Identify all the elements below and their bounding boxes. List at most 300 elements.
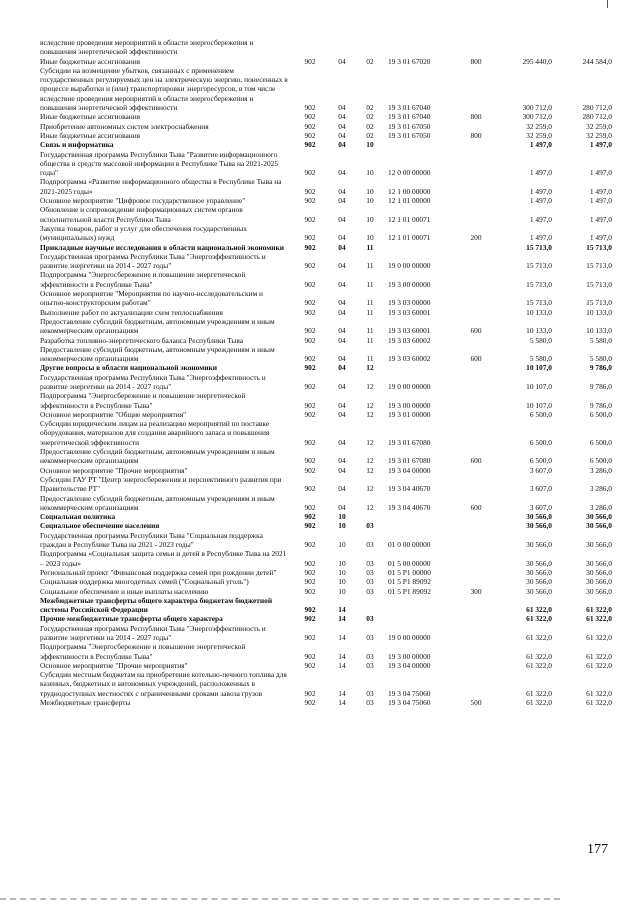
row-amount-2024: 3 286,0 — [589, 484, 612, 494]
row-ministry-code: 902 — [304, 614, 316, 624]
row-subsection-code: 10 — [366, 214, 374, 224]
row-ministry-code: 902 — [304, 307, 316, 317]
row-subsection-code: 11 — [366, 307, 374, 317]
row-amount-2024: 61 322,0 — [586, 688, 612, 698]
row-amount-2024: 9 786,0 — [589, 400, 612, 410]
row-description: Предоставление субсидий бюджетным, автономным учреждениям и иным некоммерческим организациям — [40, 493, 275, 512]
row-target-article: 19 3 01 67050 — [388, 130, 431, 140]
row-amount-2023: 15 713,0 — [526, 242, 552, 252]
row-section-code: 14 — [338, 605, 346, 615]
row-ministry-code: 902 — [304, 363, 316, 373]
row-amount-2024: 30 566,0 — [586, 512, 612, 522]
row-description: вследствие проведения мероприятий в области энергосбережения и повышения энергетической эффективности — [40, 38, 254, 57]
table-row — [40, 391, 612, 410]
row-expense-type: 600 — [470, 456, 482, 466]
table-row — [40, 112, 612, 121]
row-section-code: 14 — [338, 698, 346, 708]
table-row — [40, 373, 612, 392]
row-description: Приобретение автономных систем электроснабжения — [40, 121, 209, 131]
row-amount-2024: 9 786,0 — [589, 363, 612, 373]
row-amount-2023: 295 440,0 — [522, 56, 552, 66]
row-section-code: 04 — [338, 214, 346, 224]
row-target-article — [384, 521, 460, 530]
row-expense-type — [460, 363, 492, 372]
row-section-code: 10 — [338, 540, 346, 550]
row-expense-type — [460, 531, 492, 550]
row-subsection-code: 11 — [366, 335, 374, 345]
row-amount-2024: 30 566,0 — [586, 586, 612, 596]
row-subsection-code: 11 — [366, 354, 374, 364]
row-amount-2024: 280 712,0 — [582, 103, 612, 113]
row-amount-2023: 1 497,0 — [529, 214, 552, 224]
row-amount-2024: 15 713,0 — [586, 261, 612, 271]
row-description: Региональный проект "Финансовая поддержка семей при рождении детей" — [40, 567, 277, 577]
row-target-article: 12 1 01 00000 — [388, 196, 431, 206]
row-description: Предоставление субсидий бюджетным, автономным учреждениям и иным некоммерческим организациям — [40, 447, 275, 466]
row-target-article: 19 3 01 67020 — [388, 56, 431, 66]
row-subsection-code: 12 — [366, 502, 374, 512]
row-ministry-code: 902 — [304, 168, 316, 178]
row-target-article: 19 3 03 60001 — [388, 326, 431, 336]
row-amount-2024: 5 580,0 — [589, 354, 612, 364]
row-amount-2024: 61 322,0 — [586, 698, 612, 708]
row-ministry-code: 902 — [304, 465, 316, 475]
row-subsection-code: 10 — [366, 186, 374, 196]
row-expense-type — [460, 512, 492, 521]
row-amount-2024: 1 497,0 — [589, 168, 612, 178]
row-amount-2024: 32 259,0 — [586, 121, 612, 131]
row-ministry-code: 902 — [304, 409, 316, 419]
table-row — [40, 289, 612, 308]
row-amount-2024: 3 286,0 — [589, 502, 612, 512]
row-target-article: 19 3 00 00000 — [388, 279, 431, 289]
row-subsection-code: 10 — [366, 233, 374, 243]
row-amount-2023: 15 713,0 — [526, 279, 552, 289]
table-row — [40, 596, 612, 615]
row-amount-2024: 280 712,0 — [582, 112, 612, 122]
table-row — [40, 345, 612, 364]
row-section-code: 14 — [338, 614, 346, 624]
row-expense-type — [460, 410, 492, 419]
table-row — [40, 531, 612, 550]
scan-corner-mark — [607, 0, 608, 8]
row-expense-type — [460, 122, 492, 131]
row-amount-2024: 15 713,0 — [586, 298, 612, 308]
row-amount-2023: 61 322,0 — [526, 660, 552, 670]
row-subsection-code: 12 — [366, 381, 374, 391]
row-description: Предоставление субсидий бюджетным, автономным учреждениям и иным некоммерческим организациям — [40, 344, 275, 364]
row-target-article: 01 0 00 00000 — [388, 540, 431, 550]
row-amount-2024: 244 584,0 — [582, 56, 612, 66]
table-row — [40, 614, 612, 623]
row-amount-2023: 30 566,0 — [526, 540, 552, 550]
row-amount-2024: 61 322,0 — [586, 614, 612, 624]
row-amount-2024 — [552, 38, 612, 57]
row-amount-2024: 1 497,0 — [589, 196, 612, 206]
row-section-code: 04 — [338, 400, 346, 410]
table-row — [40, 317, 612, 336]
row-expense-type — [460, 373, 492, 392]
row-section-code: 04 — [338, 186, 346, 196]
row-ministry-code: 902 — [304, 112, 316, 122]
row-target-article — [384, 596, 460, 615]
row-amount-2023: 15 713,0 — [526, 298, 552, 308]
row-subsection-code: 10 — [366, 168, 374, 178]
row-target-article: 19 3 03 00000 — [388, 298, 431, 308]
row-ministry-code: 902 — [304, 400, 316, 410]
row-ministry-code: 902 — [304, 698, 316, 708]
row-target-article — [384, 38, 460, 57]
row-subsection-code: 03 — [366, 567, 374, 577]
row-expense-type — [460, 642, 492, 661]
row-ministry-code: 902 — [304, 121, 316, 131]
row-expense-type — [460, 150, 492, 178]
row-description: Межбюджетные трансферты — [40, 698, 131, 708]
budget-allocation-table — [40, 38, 612, 707]
row-ministry-code: 902 — [304, 233, 316, 243]
row-subsection-code: 03 — [366, 660, 374, 670]
row-ministry-code: 902 — [304, 586, 316, 596]
row-amount-2023: 10 107,0 — [526, 400, 552, 410]
row-description: Подпрограмма "Энергосбережение и повышение энергетической эффективности в Республике Тыва" — [40, 391, 246, 410]
table-row — [40, 624, 612, 643]
row-subsection-code: 03 — [366, 558, 374, 568]
table-row — [40, 150, 612, 178]
row-amount-2023: 1 497,0 — [529, 196, 552, 206]
row-ministry-code: 902 — [304, 577, 316, 587]
table-row — [40, 587, 612, 596]
row-expense-type — [460, 66, 492, 112]
table-row — [40, 512, 612, 521]
row-ministry-code: 902 — [304, 354, 316, 364]
row-target-article: 12 1 01 00071 — [388, 233, 431, 243]
table-row — [40, 122, 612, 131]
row-description: Основное мероприятие "Прочие мероприятия" — [40, 660, 188, 670]
row-ministry-code: 902 — [304, 279, 316, 289]
row-section-code: 04 — [338, 298, 346, 308]
row-amount-2023: 61 322,0 — [526, 605, 552, 615]
row-amount-2023: 6 500,0 — [529, 409, 552, 419]
table-row — [40, 447, 612, 466]
row-section-code: 04 — [338, 196, 346, 206]
row-expense-type — [460, 475, 492, 494]
row-section-code: 10 — [338, 521, 346, 531]
row-section-code: 04 — [338, 326, 346, 336]
row-section-code: 10 — [338, 567, 346, 577]
row-amount-2023: 30 566,0 — [526, 558, 552, 568]
row-description: Субсидии местным бюджетам на приобретение котельно-печного топлива для казенных, бюджетных и автономных учреждений, расположенных в труднодоступных местностях с ограниченными сроками завоза грузов — [40, 670, 287, 698]
row-section-code: 04 — [338, 456, 346, 466]
row-amount-2024: 6 500,0 — [589, 456, 612, 466]
row-ministry-code: 902 — [304, 502, 316, 512]
row-amount-2023: 6 500,0 — [529, 456, 552, 466]
table-row — [40, 308, 612, 317]
row-expense-type — [460, 205, 492, 224]
row-amount-2024: 1 497,0 — [589, 186, 612, 196]
row-amount-2023: 32 259,0 — [526, 130, 552, 140]
table-row — [40, 270, 612, 289]
row-section-code: 04 — [338, 56, 346, 66]
row-description: Иные бюджетные ассигнования — [40, 56, 141, 66]
row-subsection-code: 12 — [366, 465, 374, 475]
row-target-article: 19 3 01 67050 — [388, 121, 431, 131]
row-ministry-code: 902 — [304, 484, 316, 494]
row-description: Разработка топливно-энергетического баланса Республики Тыва — [40, 335, 244, 345]
row-target-article: 01 5 P1 89092 — [388, 586, 431, 596]
row-amount-2024: 30 566,0 — [586, 521, 612, 531]
row-ministry-code: 902 — [304, 196, 316, 206]
row-description: Социальная политика — [40, 512, 116, 522]
row-subsection-code: 12 — [366, 484, 374, 494]
row-ministry-code: 902 — [304, 540, 316, 550]
row-amount-2023: 1 497,0 — [529, 168, 552, 178]
row-ministry-code: 902 — [304, 242, 316, 252]
row-section-code: 04 — [338, 121, 346, 131]
row-ministry-code: 902 — [304, 456, 316, 466]
row-expense-type — [460, 521, 492, 530]
row-expense-type: 600 — [470, 326, 482, 336]
row-expense-type — [460, 270, 492, 289]
row-section-code: 04 — [338, 168, 346, 178]
table-row — [40, 336, 612, 345]
row-amount-2024: 61 322,0 — [586, 633, 612, 642]
row-subsection-code: 11 — [366, 279, 374, 289]
row-amount-2023: 6 500,0 — [529, 437, 552, 447]
row-expense-type — [460, 661, 492, 670]
page-number: 177 — [587, 842, 608, 857]
row-expense-type — [460, 38, 492, 57]
row-section-code: 04 — [338, 437, 346, 447]
row-section-code: 04 — [338, 103, 346, 113]
row-description: Субсидии ГАУ РТ "Центр энергосбережения и перспективного развития при Правительстве РТ" — [40, 474, 282, 494]
row-subsection-code: 02 — [366, 56, 374, 66]
row-ministry-code: 902 — [304, 381, 316, 391]
row-section-code: 04 — [338, 409, 346, 419]
row-expense-type: 800 — [470, 56, 482, 66]
row-section-code: 04 — [338, 242, 346, 252]
row-subsection-code: 03 — [366, 651, 374, 661]
row-subsection-code: 03 — [366, 586, 374, 596]
row-amount-2023: 3 607,0 — [529, 465, 552, 475]
row-amount-2023: 30 566,0 — [526, 567, 552, 577]
row-ministry-code: 902 — [304, 651, 316, 661]
row-ministry-code: 902 — [304, 521, 316, 531]
row-amount-2024: 61 322,0 — [586, 651, 612, 661]
row-subsection-code: 02 — [366, 103, 374, 113]
row-expense-type — [460, 614, 492, 623]
row-ministry-code: 902 — [304, 186, 316, 196]
table-row — [40, 363, 612, 372]
row-amount-2023: 61 322,0 — [526, 698, 552, 708]
row-description: Иные бюджетные ассигнования — [40, 112, 141, 122]
row-amount-2023: 61 322,0 — [526, 651, 552, 661]
row-description: Выполнение работ по актуализации схем теплоснабжения — [40, 307, 223, 317]
row-ministry-code: 902 — [304, 103, 316, 113]
row-target-article — [384, 363, 460, 372]
row-amount-2023: 15 713,0 — [526, 261, 552, 271]
row-subsection-code: 12 — [366, 437, 374, 447]
row-amount-2024: 1 497,0 — [589, 233, 612, 243]
row-expense-type — [460, 670, 492, 698]
row-expense-type: 300 — [470, 586, 482, 596]
row-description: Субсидии на возмещение убытков, связанных с применением государственных регулируемых цен на электрическую энергию, понесенных в процессе выработки и (или) транспортировки энергоресурсов, в том числе вследствие проведения мероприятий в области энергосбережения и повышения энергетической эффективности — [40, 65, 288, 113]
row-ministry-code: 902 — [304, 56, 316, 66]
row-ministry-code: 902 — [304, 660, 316, 670]
row-amount-2024: 30 566,0 — [586, 577, 612, 587]
row-expense-type: 600 — [470, 354, 482, 364]
row-ministry-code: 902 — [304, 512, 316, 522]
row-amount-2023: 3 607,0 — [529, 484, 552, 494]
row-target-article: 01 5 00 00000 — [388, 558, 431, 568]
row-description: Другие вопросы в области национальной экономики — [40, 363, 218, 373]
row-ministry-code — [292, 38, 328, 57]
table-row — [40, 205, 612, 224]
row-expense-type: 500 — [470, 698, 482, 708]
row-ministry-code: 902 — [304, 633, 316, 642]
row-subsection-code — [356, 512, 384, 521]
table-row — [40, 196, 612, 205]
row-subsection-code: 03 — [366, 633, 374, 642]
row-section-code — [328, 38, 356, 57]
row-section-code: 14 — [338, 633, 346, 642]
row-section-code: 04 — [338, 233, 346, 243]
row-section-code: 10 — [338, 558, 346, 568]
row-section-code: 04 — [338, 335, 346, 345]
row-section-code: 10 — [338, 586, 346, 596]
row-target-article: 01 5 P1 00000 — [388, 567, 431, 577]
row-target-article: 19 3 03 60002 — [388, 335, 431, 345]
row-target-article — [384, 243, 460, 252]
row-subsection-code: 11 — [366, 326, 374, 336]
row-section-code: 04 — [338, 484, 346, 494]
row-expense-type — [460, 391, 492, 410]
row-section-code: 04 — [338, 354, 346, 364]
row-section-code: 10 — [338, 512, 346, 522]
row-section-code: 04 — [338, 307, 346, 317]
row-target-article: 19 3 04 00000 — [388, 660, 431, 670]
table-row — [40, 38, 612, 57]
row-amount-2023: 10 107,0 — [526, 363, 552, 373]
row-amount-2023: 5 580,0 — [529, 335, 552, 345]
row-section-code: 10 — [338, 577, 346, 587]
table-row — [40, 494, 612, 513]
row-expense-type — [460, 140, 492, 149]
row-target-article: 19 0 00 00000 — [388, 381, 431, 391]
table-row — [40, 131, 612, 140]
row-target-article: 12 1 01 00071 — [388, 214, 431, 224]
row-amount-2023: 32 259,0 — [526, 121, 552, 131]
row-description: Межбюджетные трансферты общего характера бюджетам бюджетной системы Российской Федерации — [40, 595, 273, 615]
row-target-article: 19 3 01 67040 — [388, 112, 431, 122]
row-expense-type — [460, 419, 492, 447]
row-description: Основное мероприятие "Общие мероприятия" — [40, 409, 187, 419]
row-description: Субсидии юридическим лицам на реализацию мероприятий по поставке оборудования, материалов для создания аварийного запаса и повышения энергетической эффективности — [40, 419, 270, 447]
row-expense-type — [460, 336, 492, 345]
row-amount-2024: 1 497,0 — [589, 140, 612, 150]
row-target-article: 19 3 01 67080 — [388, 437, 431, 447]
row-amount-2023: 10 107,0 — [526, 381, 552, 391]
row-amount-2024: 30 566,0 — [586, 558, 612, 568]
row-expense-type — [460, 577, 492, 586]
row-ministry-code: 902 — [304, 140, 316, 150]
row-section-code: 14 — [338, 651, 346, 661]
row-ministry-code: 902 — [304, 567, 316, 577]
row-subsection-code: 12 — [366, 400, 374, 410]
row-section-code: 04 — [338, 261, 346, 271]
row-subsection-code: 11 — [366, 261, 374, 271]
row-amount-2023: 300 712,0 — [522, 103, 552, 113]
table-row — [40, 577, 612, 586]
row-subsection-code — [356, 38, 384, 57]
row-subsection-code — [356, 596, 384, 615]
row-description: Социальное обеспечение и иные выплаты населению — [40, 586, 209, 596]
row-ministry-code: 902 — [304, 130, 316, 140]
row-subsection-code: 02 — [366, 112, 374, 122]
row-amount-2023: 30 566,0 — [526, 577, 552, 587]
row-expense-type — [460, 596, 492, 615]
row-ministry-code: 902 — [304, 326, 316, 336]
row-subsection-code: 12 — [366, 456, 374, 466]
table-row — [40, 252, 612, 271]
row-subsection-code: 02 — [366, 121, 374, 131]
row-amount-2023: 300 712,0 — [522, 112, 552, 122]
row-amount-2024: 32 259,0 — [586, 130, 612, 140]
table-row — [40, 521, 612, 530]
row-description: Связь и информатика — [40, 140, 114, 150]
row-expense-type — [460, 624, 492, 643]
row-description: Основное мероприятие "Мероприятия по научно-исследовательским и опытно-конструкторским работам" — [40, 289, 263, 308]
table-row — [40, 410, 612, 419]
row-ministry-code: 902 — [304, 298, 316, 308]
row-description: Основное мероприятие "Цифровое государственное управление" — [40, 196, 246, 206]
row-ministry-code: 902 — [304, 214, 316, 224]
row-subsection-code: 02 — [366, 130, 374, 140]
row-ministry-code: 902 — [304, 605, 316, 615]
row-amount-2024: 1 497,0 — [589, 214, 612, 224]
table-row — [40, 224, 612, 243]
row-section-code: 04 — [338, 381, 346, 391]
row-subsection-code: 03 — [366, 688, 374, 698]
row-subsection-code: 12 — [366, 363, 374, 373]
row-amount-2024: 30 566,0 — [586, 540, 612, 550]
row-subsection-code: 11 — [366, 242, 374, 252]
row-section-code: 14 — [338, 688, 346, 698]
row-amount-2024: 9 786,0 — [589, 381, 612, 391]
row-amount-2023: 61 322,0 — [526, 688, 552, 698]
row-amount-2023: 10 133,0 — [526, 307, 552, 317]
table-row — [40, 177, 612, 196]
row-ministry-code: 902 — [304, 688, 316, 698]
row-amount-2024: 61 322,0 — [586, 605, 612, 615]
row-subsection-code: 03 — [366, 577, 374, 587]
row-expense-type — [460, 289, 492, 308]
row-expense-type — [460, 549, 492, 568]
table-row — [40, 140, 612, 149]
table-row — [40, 661, 612, 670]
row-target-article: 01 5 P1 89092 — [388, 577, 431, 587]
row-description: Основное мероприятие "Прочие мероприятия" — [40, 465, 188, 475]
row-target-article: 19 3 00 00000 — [388, 400, 431, 410]
row-target-article: 19 3 01 67040 — [388, 103, 431, 113]
row-description: Иные бюджетные ассигнования — [40, 130, 141, 140]
row-amount-2024: 61 322,0 — [586, 660, 612, 670]
table-row — [40, 475, 612, 494]
row-expense-type: 800 — [470, 112, 482, 122]
row-amount-2023: 30 566,0 — [526, 521, 552, 531]
row-amount-2023: 1 497,0 — [529, 233, 552, 243]
row-ministry-code: 902 — [304, 335, 316, 345]
row-target-article: 19 3 00 00000 — [388, 651, 431, 661]
